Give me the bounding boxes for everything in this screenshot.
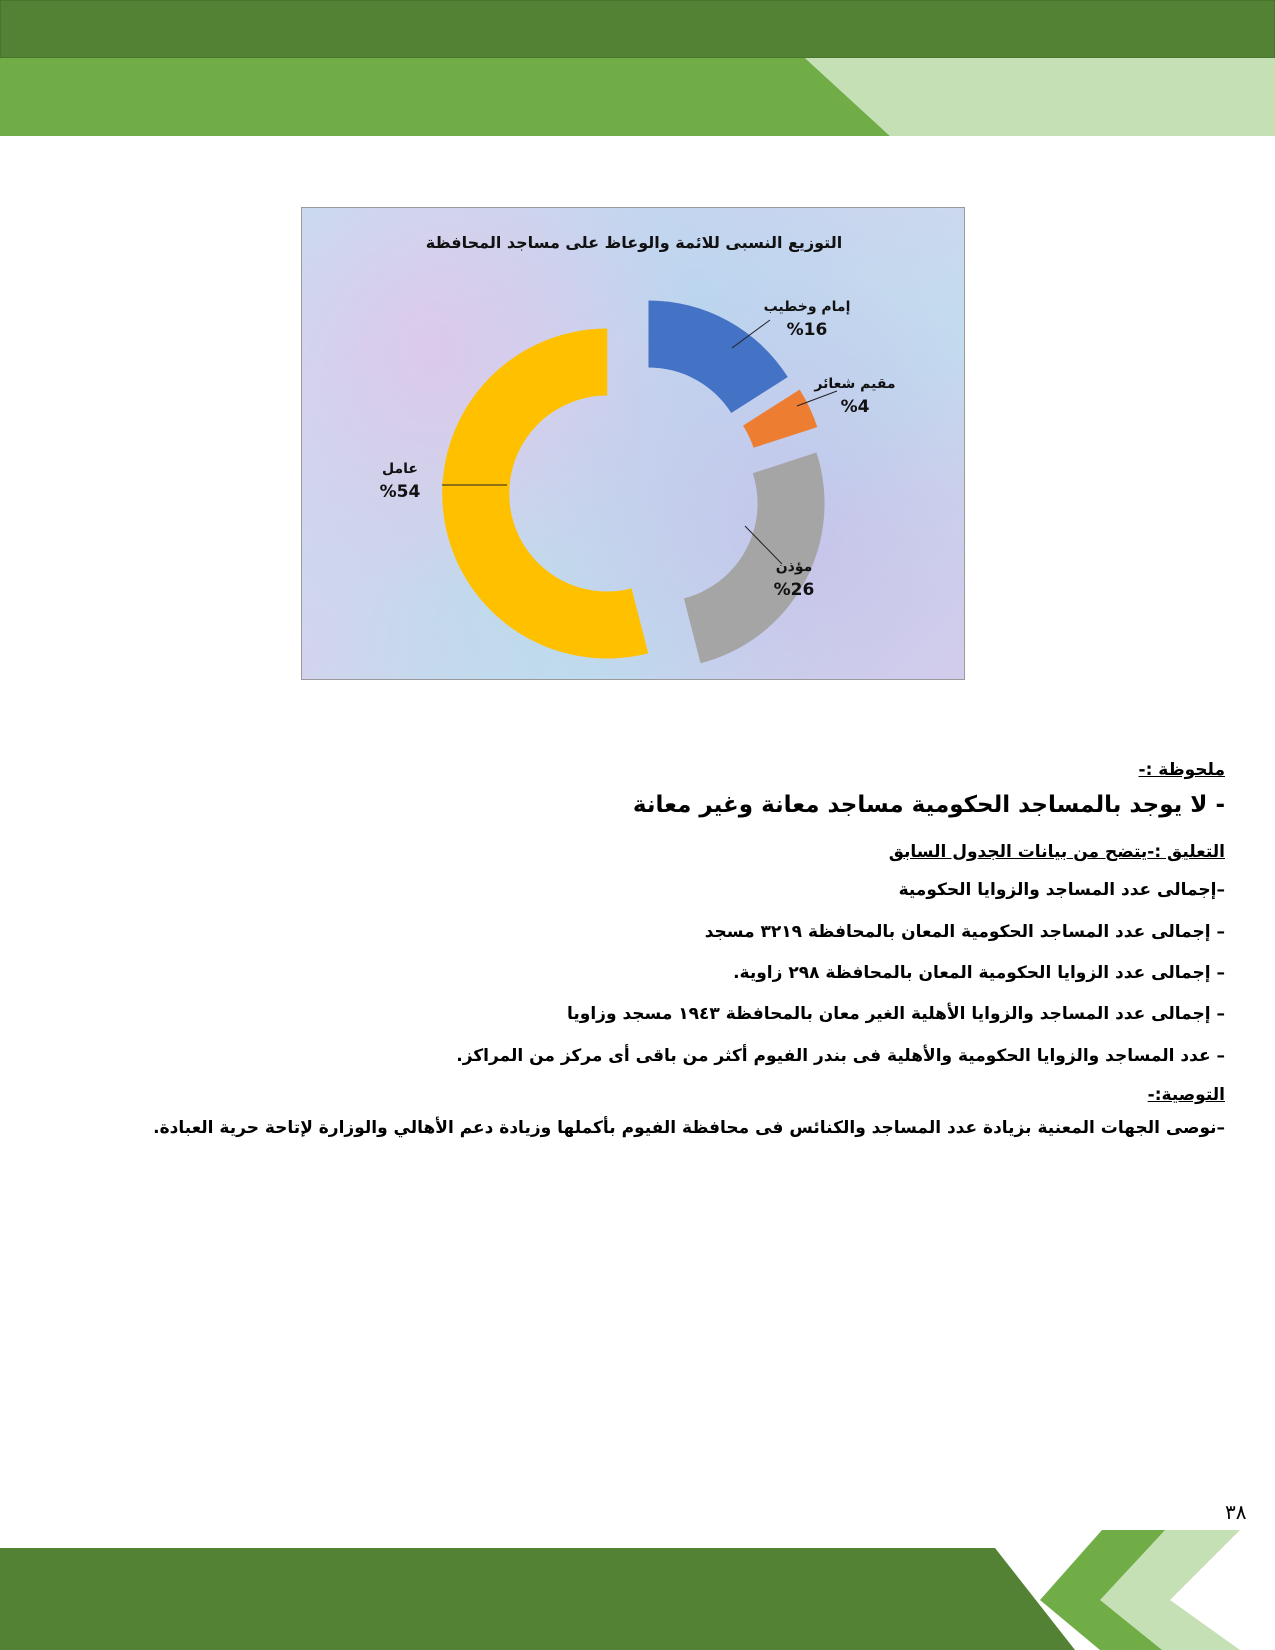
comment-item-4: – إجمالى عدد المساجد والزوايا الأهلية الغير معان بالمحافظة ١٩٤٣ مسجد وزاويا [567,1004,1225,1024]
slice-label-1: مقيم شعائر [814,376,896,392]
doughnut-chart [301,207,965,680]
page-number: ٣٨ [1225,1500,1247,1524]
comment-intro: يتضح من بيانات الجدول السابق [888,842,1148,862]
slice-value-0: %16 [786,320,828,340]
comment-heading: التعليق :- [1147,842,1225,862]
slice-0 [648,300,787,412]
slice-value-2: %26 [773,580,815,600]
slice-label-0: إمام وخطيب [763,299,851,315]
header-band [0,0,1275,140]
slice-value-1: %4 [840,397,870,417]
comment-item-3: – إجمالى عدد الزوايا الحكومية المعان بالمحافظة ٢٩٨ زاوية. [733,963,1225,983]
footer-band [0,1530,1275,1650]
comment-item-2: – إجمالى عدد المساجد الحكومية المعان بالمحافظة ٣٢١٩ مسجد [704,922,1225,942]
chart-canvas [302,208,966,681]
note-line: - لا يوجد بالمساجد الحكومية مساجد معانة وغير معانة [632,792,1225,818]
slice-label-2: مؤذن [775,559,813,575]
slice-1 [743,390,817,448]
recommendation-line: –نوصى الجهات المعنية بزيادة عدد المساجد والكنائس فى محافظة الفيوم بأكملها وزيادة دعم الأهالي والوزارة لإتاحة حرية العبادة. [153,1118,1225,1138]
comment-item-1: –إجمالى عدد المساجد والزوايا الحكومية [898,880,1225,900]
recommendation-heading: التوصية:- [1147,1085,1225,1105]
slice-3 [442,329,648,659]
note-heading: ملحوظة :- [1138,760,1225,780]
slice-label-3: عامل [382,461,418,477]
slice-value-3: %54 [379,482,421,502]
slice-2 [684,453,825,664]
comment-heading-line [889,842,1225,862]
comment-item-5: – عدد المساجد والزوايا الحكومية والأهلية فى بندر الفيوم أكثر من باقى أى مركز من المراكز. [456,1046,1225,1066]
chart-title: التوزيع النسبى للائمة والوعاظ على مساجد المحافظة [425,233,843,252]
